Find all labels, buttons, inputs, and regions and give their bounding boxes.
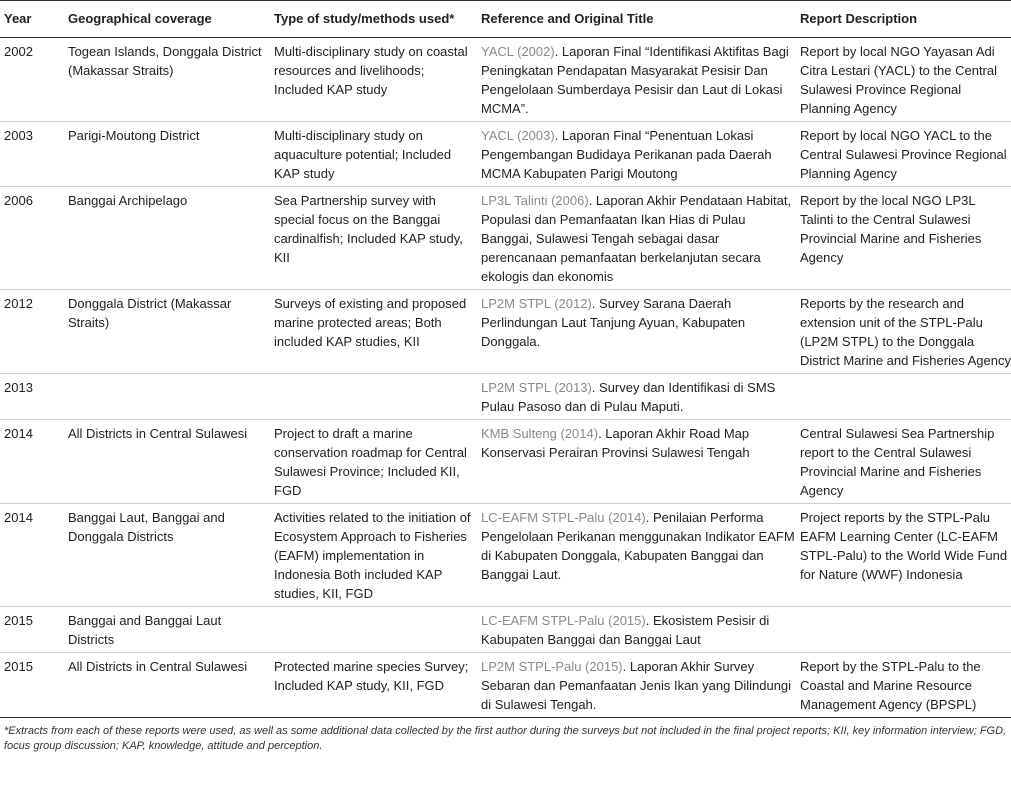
cell-type: Protected marine species Survey; Included KAP study, KII, FGD [270,653,477,718]
cell-year: 2015 [0,653,64,718]
cell-type: Project to draft a marine conservation roadmap for Central Sulawesi Province; Included KII, FGD [270,420,477,504]
reference-title: . Survey Sarana Daerah Perlindungan Laut Tanjung Ayuan, Kabupaten Donggala. [481,296,746,349]
table-footnote: *Extracts from each of these reports were used, as well as some additional data collected by the first author during the surveys but not included in the final project reports; KII, key information interview; FGD, focus group discussion; KAP, knowledge, attitude and perception. [4,725,1007,752]
table-row [0,420,1011,504]
table-row [0,607,1011,653]
cell-reference [477,290,796,374]
cell-type [270,607,477,653]
table-row [0,504,1011,607]
cell-type: Multi-disciplinary study on coastal resources and livelihoods; Included KAP study [270,38,477,122]
reference-title: . Laporan Akhir Road Map Konservasi Perairan Provinsi Sulawesi Tengah [481,426,750,460]
reference-link[interactable]: LP2M STPL (2012) [481,296,592,311]
cell-coverage: All Districts in Central Sulawesi [64,420,270,504]
cell-reference [477,504,796,607]
cell-type: Multi-disciplinary study on aquaculture potential; Included KAP study [270,122,477,187]
table-row [0,122,1011,187]
cell-year: 2002 [0,38,64,122]
cell-coverage: Banggai Archipelago [64,187,270,290]
cell-reference [477,187,796,290]
cell-description: Report by local NGO Yayasan Adi Citra Lestari (YACL) to the Central Sulawesi Province Regional Planning Agency [796,38,1011,122]
reference-link[interactable]: LC-EAFM STPL-Palu (2014) [481,510,646,525]
reference-title: . Laporan Akhir Pendataan Habitat, Populasi dan Pemanfaatan Ikan Hias di Pulau Banggai, Sulawesi Tengah sebagai dasar perencanaan pemanfaatan berkelanjutan secara ekologis dan ekonomis [481,193,792,284]
cell-coverage: Donggala District (Makassar Straits) [64,290,270,374]
reference-title: . Laporan Final “Identifikasi Aktifitas Bagi Peningkatan Pendapatan Masyarakat Pesisir Dan Pengelolaan Sumberdaya Pesisir dan Laut di Lokasi MCMA”. [481,44,789,116]
reference-title: . Ekosistem Pesisir di Kabupaten Banggai dan Banggai Laut [481,613,770,647]
reference-link[interactable]: LP2M STPL-Palu (2015) [481,659,623,674]
reference-title: . Penilaian Performa Pengelolaan Perikanan menggunakan Indikator EAFM di Kabupaten Donggala, Kabupaten Banggai dan Banggai Laut. [481,510,795,582]
cell-type [270,374,477,420]
cell-reference [477,653,796,718]
cell-year: 2014 [0,504,64,607]
table-row [0,374,1011,420]
cell-coverage: Togean Islands, Donggala District (Makassar Straits) [64,38,270,122]
table-row [0,653,1011,718]
cell-year: 2015 [0,607,64,653]
cell-year: 2014 [0,420,64,504]
reference-title: . Laporan Akhir Survey Sebaran dan Pemanfaatan Jenis Ikan yang Dilindungi di Sulawesi Tengah. [481,659,792,712]
cell-year: 2003 [0,122,64,187]
reference-link[interactable]: LC-EAFM STPL-Palu (2015) [481,613,646,628]
cell-year: 2012 [0,290,64,374]
cell-coverage: Banggai Laut, Banggai and Donggala Districts [64,504,270,607]
cell-description [796,374,1011,420]
header-coverage: Geographical coverage [64,1,270,38]
reference-link[interactable]: YACL (2003) [481,128,555,143]
reference-title: . Laporan Final “Penentuan Lokasi Pengembangan Budidaya Perikanan pada Daerah MCMA Kabupaten Parigi Moutong [481,128,772,181]
cell-coverage: Parigi-Moutong District [64,122,270,187]
cell-reference [477,374,796,420]
header-description: Report Description [796,1,1011,38]
cell-description: Central Sulawesi Sea Partnership report to the Central Sulawesi Provincial Marine and Fisheries Agency [796,420,1011,504]
reference-title: . Survey dan Identifikasi di SMS Pulau Pasoso dan di Pulau Maputi. [481,380,776,414]
reference-link[interactable]: KMB Sulteng (2014) [481,426,599,441]
cell-reference [477,122,796,187]
reference-link[interactable]: LP2M STPL (2013) [481,380,592,395]
table-row [0,187,1011,290]
header-reference: Reference and Original Title [477,1,796,38]
cell-reference [477,38,796,122]
cell-type: Activities related to the initiation of Ecosystem Approach to Fisheries (EAFM) implementation in Indonesia Both included KAP studies, KII, FGD [270,504,477,607]
reference-link[interactable]: YACL (2002) [481,44,555,59]
cell-year: 2006 [0,187,64,290]
reference-link[interactable]: LP3L Talinti (2006) [481,193,589,208]
cell-coverage: Banggai and Banggai Laut Districts [64,607,270,653]
header-type: Type of study/methods used* [270,1,477,38]
cell-coverage [64,374,270,420]
cell-type: Sea Partnership survey with special focus on the Banggai cardinalfish; Included KAP study, KII [270,187,477,290]
cell-description: Project reports by the STPL-Palu EAFM Learning Center (LC-EAFM STPL-Palu) to the World Wide Fund for Nature (WWF) Indonesia [796,504,1011,607]
cell-type: Surveys of existing and proposed marine protected areas; Both included KAP studies, KII [270,290,477,374]
table-row [0,38,1011,122]
cell-description: Report by the local NGO LP3L Talinti to the Central Sulawesi Provincial Marine and Fisheries Agency [796,187,1011,290]
header-year: Year [0,1,64,38]
cell-reference [477,607,796,653]
cell-year: 2013 [0,374,64,420]
header-row [0,1,1011,38]
table-row [0,290,1011,374]
cell-reference [477,420,796,504]
cell-description: Report by the STPL-Palu to the Coastal and Marine Resource Management Agency (BPSPL) [796,653,1011,718]
cell-description: Reports by the research and extension unit of the STPL-Palu (LP2M STPL) to the Donggala District Marine and Fisheries Agency [796,290,1011,374]
cell-description [796,607,1011,653]
cell-coverage: All Districts in Central Sulawesi [64,653,270,718]
cell-description: Report by local NGO YACL to the Central Sulawesi Province Regional Planning Agency [796,122,1011,187]
